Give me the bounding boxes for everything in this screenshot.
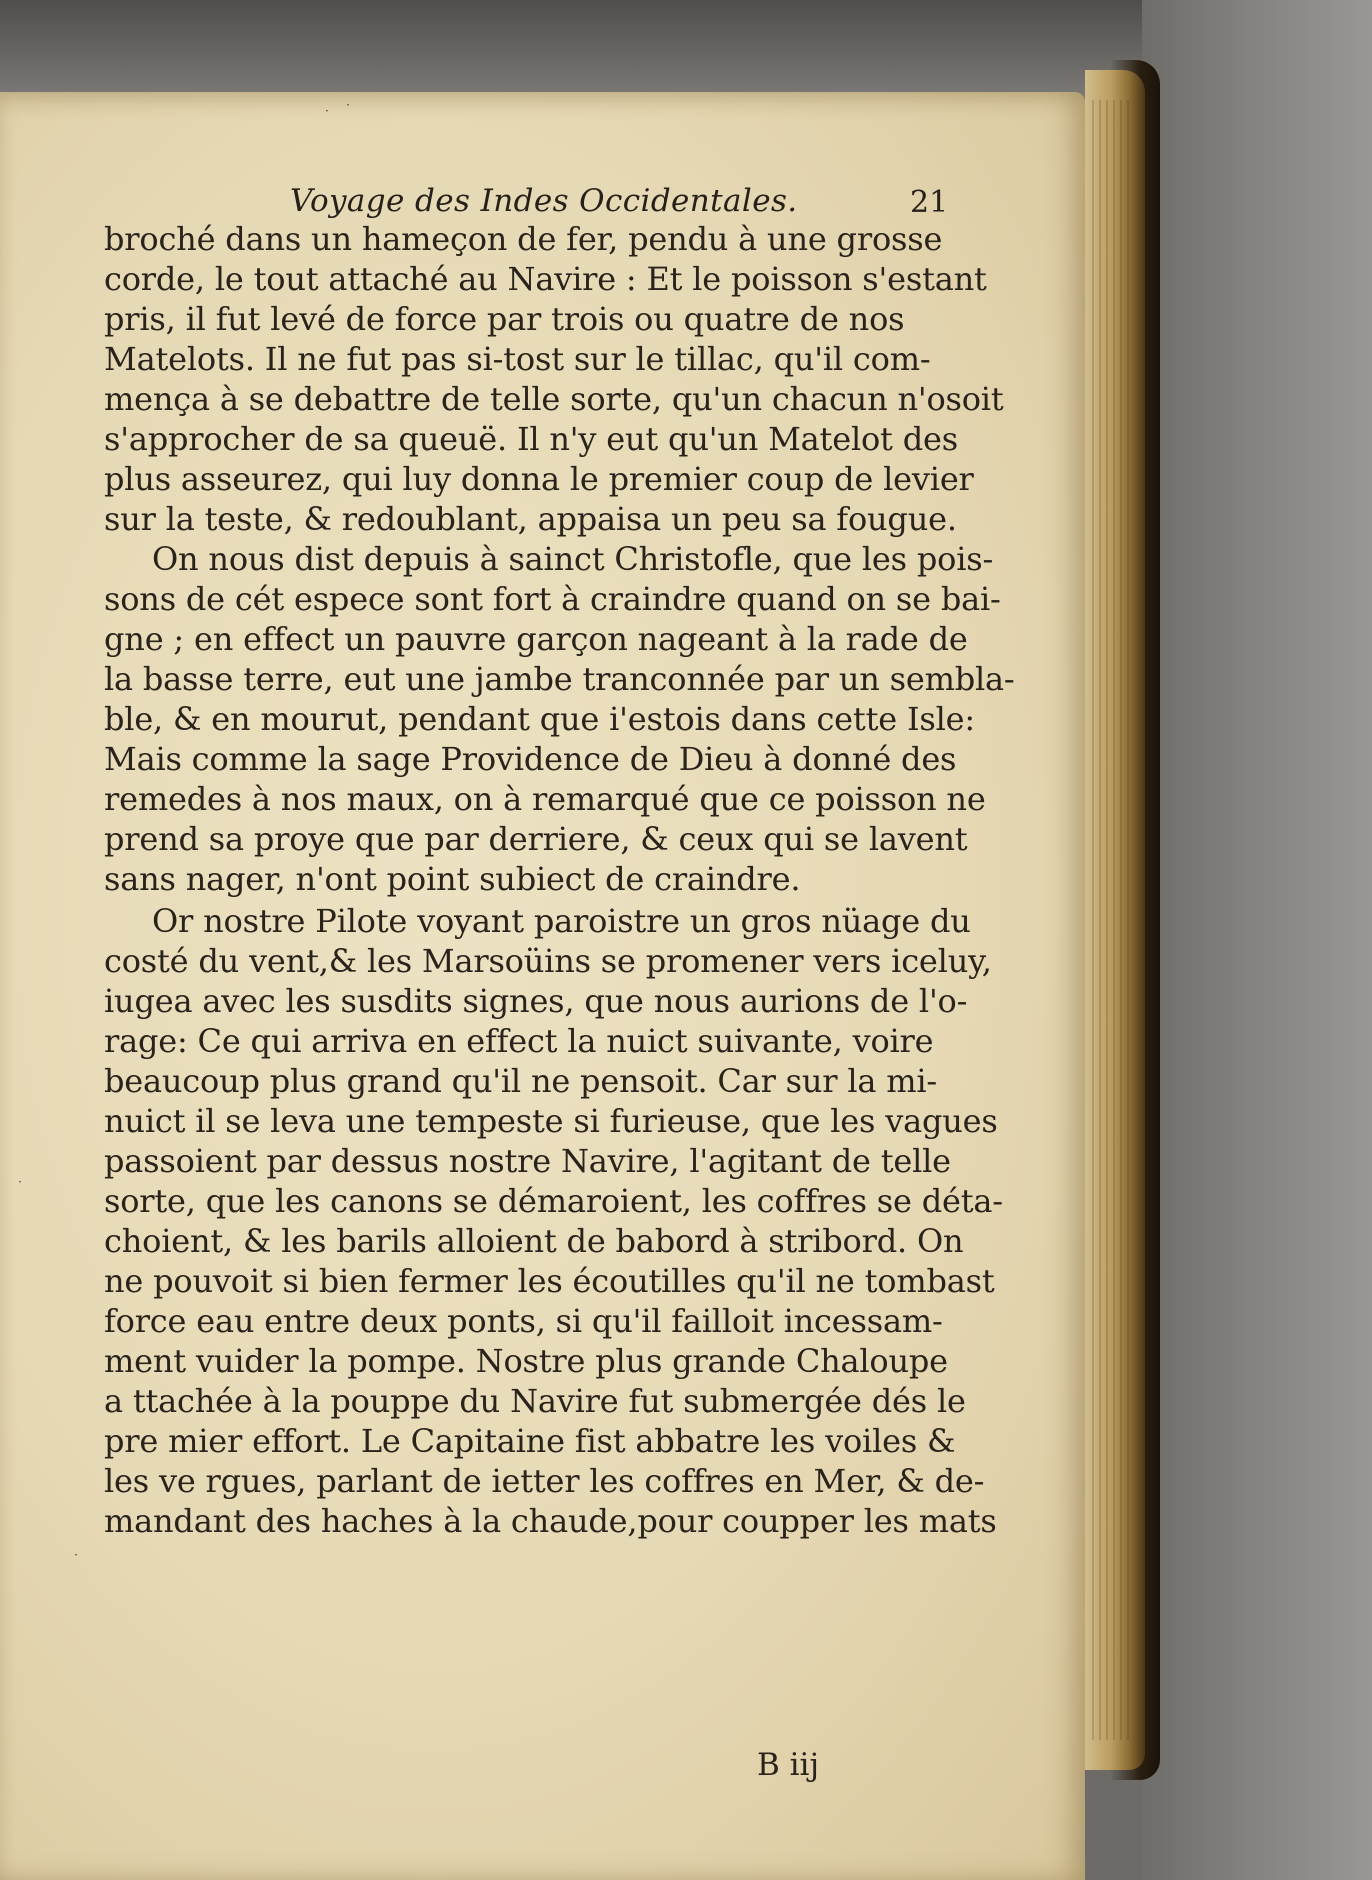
text-line: gne ; en effect un pauvre garçon nageant à la rade de	[104, 620, 968, 658]
text-line: ment vuider la pompe. Nostre plus grande Chaloupe	[104, 1342, 948, 1380]
text-line: a ttachée à la pouppe du Navire fut submergée dés le	[104, 1382, 966, 1420]
text-line: s'approcher de sa queuë. Il n'y eut qu'un Matelot des	[104, 420, 958, 458]
text-line: mença à se debattre de telle sorte, qu'un chacun n'osoit	[104, 380, 1004, 418]
text-line: rage: Ce qui arriva en effect la nuict suivante, voire	[104, 1022, 934, 1060]
signature-mark: B iij	[757, 1747, 820, 1783]
running-title: Voyage des Indes Occidentales.	[290, 183, 798, 219]
ink-speck: ·	[18, 1175, 22, 1189]
text-line: force eau entre deux ponts, si qu'il failloit incessam-	[104, 1302, 943, 1340]
text-line: mandant des haches à la chaude,pour coupper les mats	[104, 1502, 997, 1540]
text-line: sans nager, n'ont point subiect de craindre.	[104, 860, 801, 898]
text-line: costé du vent,& les Marsoüins se promener vers iceluy,	[104, 942, 992, 980]
text-line: sur la teste, & redoublant, appaisa un peu sa fougue.	[104, 500, 957, 538]
text-line: passoient par dessus nostre Navire, l'agitant de telle	[104, 1142, 951, 1180]
text-line: pre mier effort. Le Capitaine fist abbatre les voiles &	[104, 1422, 956, 1460]
text-line: choient, & les barils alloient de babord à stribord. On	[104, 1222, 964, 1260]
text-line: beaucoup plus grand qu'il ne pensoit. Car sur la mi-	[104, 1062, 938, 1100]
text-line: Matelots. Il ne fut pas si-tost sur le tillac, qu'il com-	[104, 340, 931, 378]
text-line: prend sa proye que par derriere, & ceux qui se lavent	[104, 820, 968, 858]
scan-background-right	[1142, 0, 1372, 1880]
text-line: corde, le tout attaché au Navire : Et le poisson s'estant	[104, 260, 987, 298]
text-line: remedes à nos maux, on à remarqué que ce poisson ne	[104, 780, 986, 818]
text-line: broché dans un hameçon de fer, pendu à une grosse	[104, 220, 943, 258]
page-stack-lines	[1092, 100, 1132, 1740]
page-number: 21	[910, 185, 949, 220]
text-line: Mais comme la sage Providence de Dieu à donné des	[104, 740, 957, 778]
text-line: la basse terre, eut une jambe tranconnée par un sembla-	[104, 660, 1015, 698]
text-line: iugea avec les susdits signes, que nous aurions de l'o-	[104, 982, 968, 1020]
text-line: les ve rgues, parlant de ietter les coffres en Mer, & de-	[104, 1462, 985, 1500]
text-line: sorte, que les canons se démaroient, les coffres se déta-	[104, 1182, 1003, 1220]
page-header	[290, 183, 949, 223]
text-line: nuict il se leva une tempeste si furieuse, que les vagues	[104, 1102, 998, 1140]
text-line: pris, il fut levé de force par trois ou quatre de nos	[104, 300, 905, 338]
text-line: ne pouvoit si bien fermer les écoutilles qu'il ne tombast	[104, 1262, 995, 1300]
ink-speck: ·	[325, 104, 329, 118]
text-line: sons de cét espece sont fort à craindre quand on se bai-	[104, 580, 1001, 618]
ink-speck: ·	[346, 98, 350, 112]
text-line: ble, & en mourut, pendant que i'estois dans cette Isle:	[104, 700, 975, 738]
ink-speck: ·	[74, 1548, 78, 1562]
text-line: Or nostre Pilote voyant paroistre un gros nüage du	[152, 902, 971, 940]
text-line: On nous dist depuis à sainct Christofle, que les pois-	[152, 540, 994, 578]
text-line: plus asseurez, qui luy donna le premier coup de levier	[104, 460, 974, 498]
